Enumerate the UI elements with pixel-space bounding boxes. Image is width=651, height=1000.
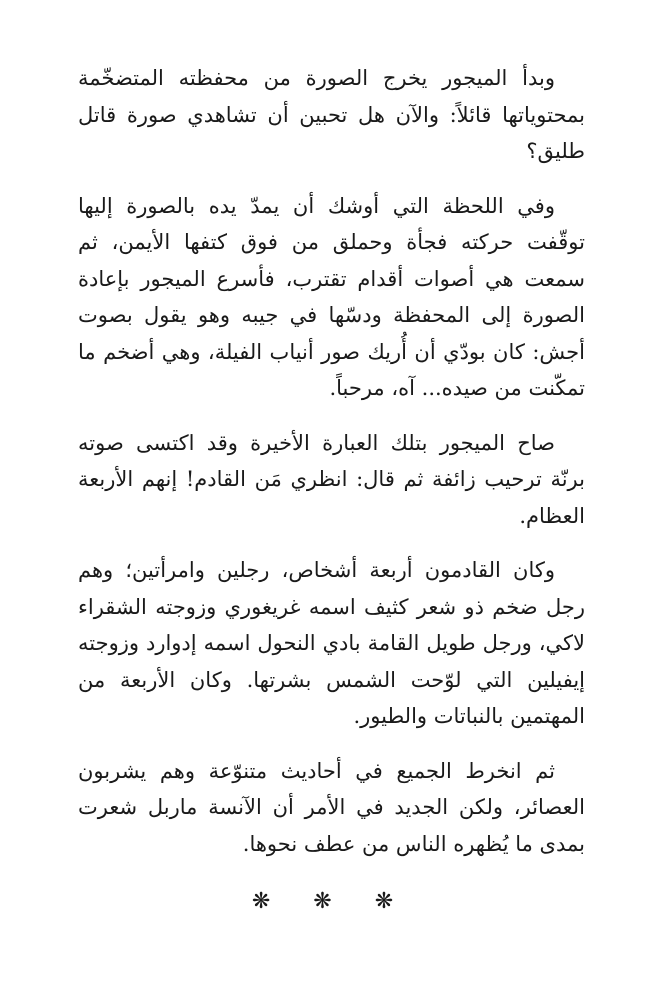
book-page [78, 60, 585, 921]
paragraph-1: وبدأ الميجور يخرج الصورة من محفظته المتضخّمة بمحتوياتها قائلاً: والآن هل تحبين أن تشاهدي صورة قاتل طليق؟ [78, 66, 585, 163]
paragraph-3: صاح الميجور بتلك العبارة الأخيرة وقد اكتسى صوته برنّة ترحيب زائفة ثم قال: انظري مَن القادم! إنهم الأربعة العظام. [78, 430, 585, 528]
paragraph-2: وفي اللحظة التي أوشك أن يمدّ يده بالصورة إليها توقّفت حركته فجأة وحملق من فوق كتفها الأيمن، ثم سمعت هي أصوات أقدام تقترب، فأسرع الميجور بإعادة الصورة إلى المحفظة ودسّها في جيبه وهو يقول بصوت أجش: كان بودّي أن أُريك صور أنياب الفيلة، وهي أضخم ما تمكّنت من صيده... آه، مرحباً. [78, 193, 585, 400]
paragraph-4: وكان القادمون أربعة أشخاص، رجلين وامرأتين؛ وهم رجل ضخم ذو شعر كثيف اسمه غريغوري وزوجته الشقراء لاكي، ورجل طويل القامة بادي النحول اسمه إدوارد وزوجته إيفيلين التي لوّحت الشمس بشرتها. وكان الأربعة من المهتمين بالنباتات والطيور. [78, 558, 585, 728]
section-separator: ❋ ❋ ❋ [251, 889, 412, 914]
paragraph-5: ثم انخرط الجميع في أحاديث متنوّعة وهم يشربون العصائر، ولكن الجديد في الأمر أن الآنسة ماربل شعرت بمدى ما يُظهره الناس من عطف نحوها. [78, 758, 585, 856]
